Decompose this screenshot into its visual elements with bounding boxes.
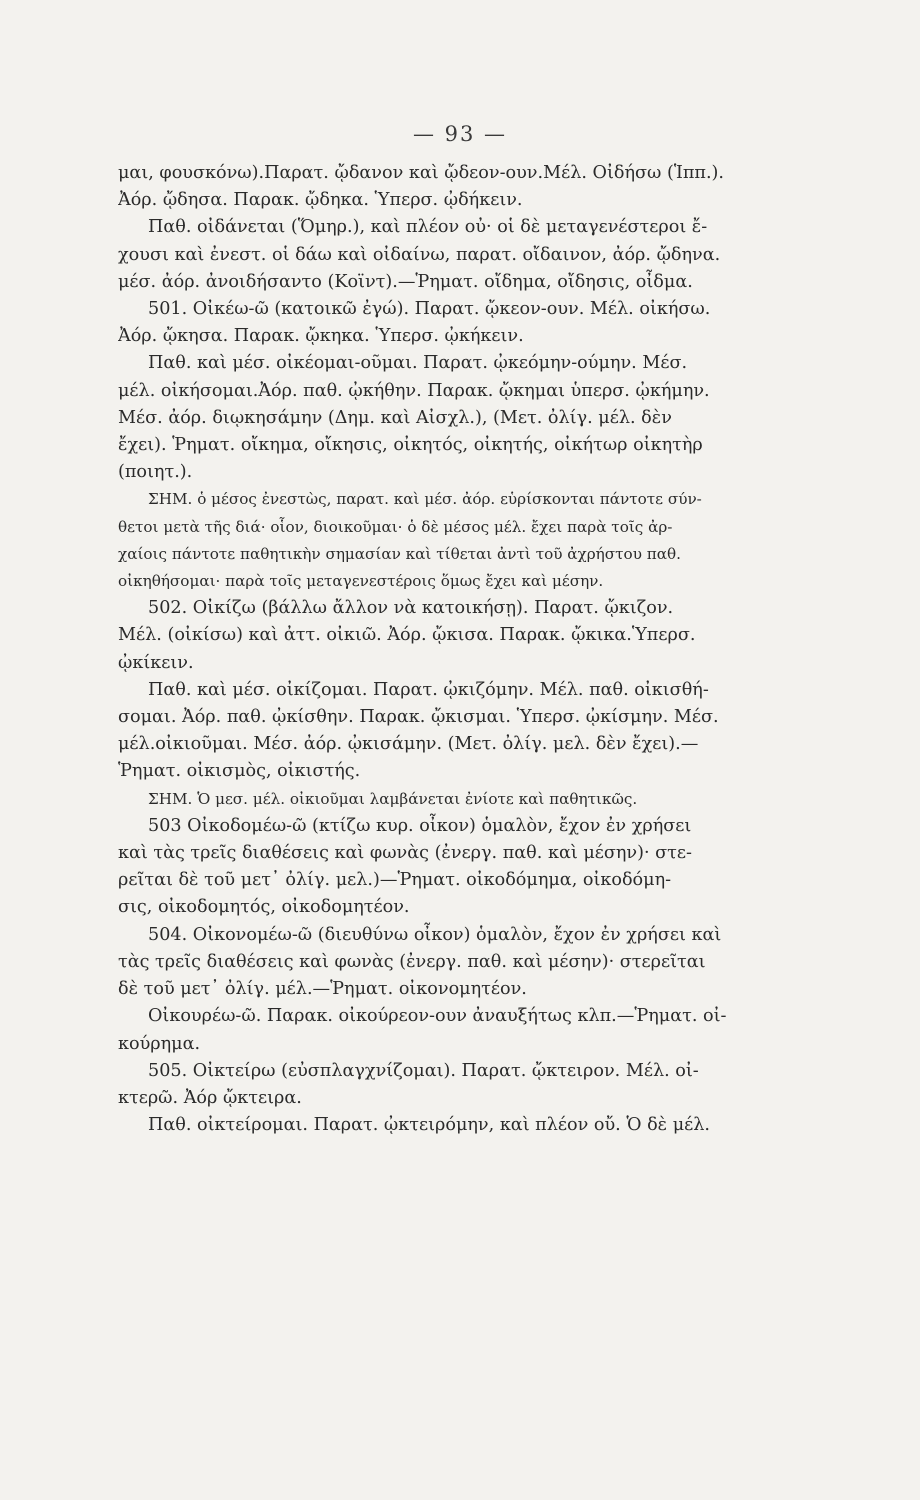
text-line: δὲ τοῦ μετ᾽ ὀλίγ. μέλ.—Ῥηματ. οἰκονομητέον.	[118, 979, 527, 1000]
text-line: μέλ. οἰκήσομαι.Ἀόρ. παθ. ᾠκήθην. Παρακ. ᾤκημαι ὑπερσ. ᾠκήμην.	[118, 380, 710, 401]
text-line: μέλ.οἰκιοῦμαι. Μέσ. ἀόρ. ᾠκισάμην. (Μετ. ὀλίγ. μελ. δὲν ἔχει).—	[118, 734, 699, 755]
text-line: Ἀόρ. ᾤκησα. Παρακ. ᾤκηκα. Ὑπερσ. ᾠκήκειν.	[118, 326, 524, 347]
text-line: κούρημα.	[118, 1033, 201, 1054]
text-line: σομαι. Ἀόρ. παθ. ᾠκίσθην. Παρακ. ᾤκισμαι. Ὑπερσ. ᾠκίσμην. Μέσ.	[118, 707, 719, 728]
text-line: 503 Οἰκοδομέω-ῶ (κτίζω κυρ. οἶκον) ὁμαλὸν, ἔχον ἐν χρήσει	[148, 815, 692, 836]
text-line: 501. Οἰκέω-ῶ (κατοικῶ ἐγώ). Παρατ. ᾤκεον-ουν. Μέλ. οἰκήσω.	[148, 299, 711, 320]
text-line: οἰκηθήσομαι· παρὰ τοῖς μεταγενεστέροις ὅμως ἔχει καὶ μέσην.	[118, 572, 604, 591]
text-line: Παθ. οἰκτείρομαι. Παρατ. ᾠκτειρόμην, καὶ πλέον οὔ. Ὁ δὲ μέλ.	[148, 1115, 710, 1136]
text-line: κτερῶ. Ἀόρ ᾤκτειρα.	[118, 1087, 302, 1108]
text-line: χαίοις πάντοτε παθητικὴν σημασίαν καὶ τίθεται ἀντὶ τοῦ ἀχρήστου παθ.	[118, 544, 681, 563]
text-line: Μέσ. ἀόρ. διῳκησάμην (Δημ. καὶ Αἰσχλ.), (Μετ. ὀλίγ. μέλ. δὲν	[118, 407, 672, 428]
text-line: Ἀόρ. ᾤδησα. Παρακ. ᾤδηκα. Ὑπερσ. ᾠδήκειν.	[118, 190, 523, 211]
text-line: 505. Οἰκτείρω (εὐσπλαγχνίζομαι). Παρατ. ᾤκτειρον. Μέλ. οἰ-	[148, 1060, 699, 1081]
text-line: χουσι καὶ ἐνεστ. οἱ δάω καὶ οἰδαίνω, παρατ. οἴδαινον, ἀόρ. ᾤδηνα.	[118, 244, 721, 265]
text-line: ᾠκίκειν.	[118, 652, 194, 673]
text-line: Οἰκουρέω-ῶ. Παρακ. οἰκούρεον-ουν ἀναυξήτως κλπ.—Ῥηματ. οἰ-	[148, 1006, 727, 1027]
text-line: μαι, φουσκόνω).Παρατ. ᾤδανον καὶ ᾤδεον-ουν.Μέλ. Οἰδήσω (Ἱππ.).	[118, 163, 725, 183]
text-line: τὰς τρεῖς διαθέσεις καὶ φωνὰς (ἐνεργ. παθ. καὶ μέσην)· στερεῖται	[118, 951, 706, 972]
text-line: Παθ. οἰδάνεται (Ὅμηρ.), καὶ πλέον οὐ· οἱ δὲ μεταγενέστεροι ἔ-	[148, 217, 708, 238]
text-line: μέσ. ἀόρ. ἀνοιδήσαντο (Κοϊντ).—Ῥηματ. οἴδημα, οἴδησις, οἶδμα.	[118, 271, 693, 292]
text-line: ἔχει). Ῥηματ. οἴκημα, οἴκησις, οἰκητός, οἰκητής, οἰκήτωρ οἰκητὴρ	[118, 435, 703, 456]
text-line: Μέλ. (οἰκίσω) καὶ ἀττ. οἰκιῶ. Ἀόρ. ᾤκισα. Παρακ. ᾤκικα.Ὑπερσ.	[118, 625, 696, 646]
body-text	[118, 160, 790, 1139]
text-line: σις, οἰκοδομητός, οἰκοδομητέον.	[118, 897, 410, 918]
text-line: ΣΗΜ. Ὁ μεσ. μέλ. οἰκιοῦμαι λαμβάνεται ἐνίοτε καὶ παθητικῶς.	[148, 789, 638, 808]
text-line: ρεῖται δὲ τοῦ μετ᾽ ὀλίγ. μελ.)—Ῥηματ. οἰκοδόμημα, οἰκοδόμη-	[118, 870, 672, 891]
text-line: ΣΗΜ. ὁ μέσος ἐνεστὼς, παρατ. καὶ μέσ. ἀόρ. εὑρίσκονται πάντοτε σύν-	[148, 490, 702, 509]
page-number: — 93 —	[412, 122, 508, 146]
text-line: θετοι μετὰ τῆς διά· οἷον, διοικοῦμαι· ὁ δὲ μέσος μέλ. ἔχει παρὰ τοῖς ἀρ-	[118, 517, 673, 536]
text-line: Ῥηματ. οἰκισμὸς, οἰκιστής.	[118, 761, 361, 782]
text-line: Παθ. καὶ μέσ. οἰκίζομαι. Παρατ. ᾠκιζόμην. Μέλ. παθ. οἰκισθή-	[148, 679, 709, 700]
text-line: καὶ τὰς τρεῖς διαθέσεις καὶ φωνὰς (ἐνεργ. παθ. καὶ μέσην)· στε-	[118, 843, 692, 864]
text-line: Παθ. καὶ μέσ. οἰκέομαι-οῦμαι. Παρατ. ᾠκεόμην-ούμην. Μέσ.	[148, 353, 688, 374]
text-line: 504. Οἰκονομέω-ῶ (διευθύνω οἶκον) ὁμαλὸν, ἔχον ἐν χρήσει καὶ	[148, 924, 722, 945]
text-line: (ποιητ.).	[118, 462, 193, 483]
text-line: 502. Οἰκίζω (βάλλω ἄλλον νὰ κατοικήσῃ). Παρατ. ᾤκιζον.	[148, 598, 674, 619]
